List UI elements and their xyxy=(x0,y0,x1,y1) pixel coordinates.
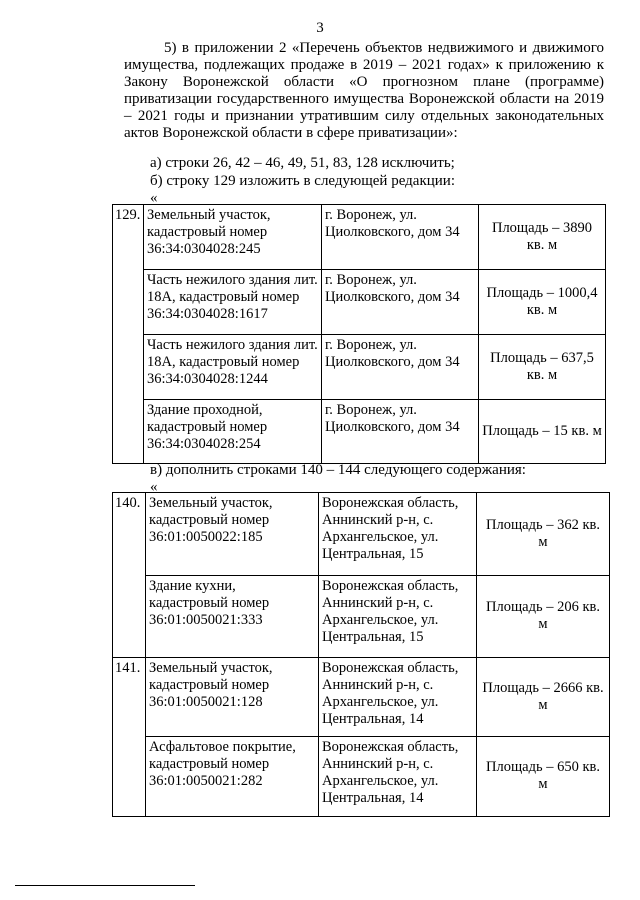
table-row xyxy=(113,737,610,817)
object-area: Площадь – 206 кв. м xyxy=(477,576,610,658)
quote-open-2: « xyxy=(150,479,158,495)
object-description: Земельный участок, кадастровый номер 36:01:0050022:185 xyxy=(146,493,319,576)
object-description: Здание проходной, кадастровый номер 36:34:0304028:254 xyxy=(144,400,322,464)
object-area: Площадь – 637,5 кв. м xyxy=(479,335,606,400)
objects-table-1 xyxy=(112,204,606,464)
object-address: Воронежская область, Аннинский р-н, с. Архангельское, ул. Центральная, 14 xyxy=(319,737,477,817)
row-number xyxy=(113,576,146,658)
object-address: Воронежская область, Аннинский р-н, с. Архангельское, ул. Центральная, 14 xyxy=(319,658,477,737)
object-address: г. Воронеж, ул. Циолковского, дом 34 xyxy=(322,400,479,464)
table-row xyxy=(113,335,606,400)
row-number: 129. xyxy=(113,205,144,270)
row-number xyxy=(113,335,144,400)
table-row xyxy=(113,658,610,737)
item-b: б) строку 129 изложить в следующей редакции: xyxy=(150,173,455,189)
object-address: г. Воронеж, ул. Циолковского, дом 34 xyxy=(322,205,479,270)
object-area: Площадь – 2666 кв. м xyxy=(477,658,610,737)
object-area: Площадь – 1000,4 кв. м xyxy=(479,270,606,335)
object-address: г. Воронеж, ул. Циолковского, дом 34 xyxy=(322,335,479,400)
object-description: Асфальтовое покрытие, кадастровый номер 36:01:0050021:282 xyxy=(146,737,319,817)
object-description: Часть нежилого здания лит. 18А, кадастровый номер 36:34:0304028:1617 xyxy=(144,270,322,335)
object-description: Здание кухни, кадастровый номер 36:01:0050021:333 xyxy=(146,576,319,658)
row-number xyxy=(113,737,146,817)
intro-paragraph: 5) в приложении 2 «Перечень объектов недвижимого и движимого имущества, подлежащих продаже в 2019 – 2021 годах» к приложению к Закону Воронежской области «О прогнозном плане (программе) приватизации государственного имущества Воронежской области на 2019 – 2021 годы и признании утратившим силу отдельных законодательных актов Воронежской области в сфере приватизации»: xyxy=(124,40,604,141)
object-area: Площадь – 362 кв. м xyxy=(477,493,610,576)
object-address: Воронежская область, Аннинский р-н, с. Архангельское, ул. Центральная, 15 xyxy=(319,576,477,658)
table-row xyxy=(113,270,606,335)
page-number: 3 xyxy=(316,20,324,36)
object-description: Земельный участок, кадастровый номер 36:34:0304028:245 xyxy=(144,205,322,270)
footer-divider xyxy=(15,885,195,886)
row-number: 140. xyxy=(113,493,146,576)
row-number xyxy=(113,270,144,335)
quote-open-1: « xyxy=(150,190,158,206)
table-row xyxy=(113,205,606,270)
table-row xyxy=(113,576,610,658)
object-area: Площадь – 650 кв. м xyxy=(477,737,610,817)
objects-table-2 xyxy=(112,492,610,817)
object-address: г. Воронеж, ул. Циолковского, дом 34 xyxy=(322,270,479,335)
object-address: Воронежская область, Аннинский р-н, с. Архангельское, ул. Центральная, 15 xyxy=(319,493,477,576)
row-number: 141. xyxy=(113,658,146,737)
item-a: а) строки 26, 42 – 46, 49, 51, 83, 128 исключить; xyxy=(150,155,455,171)
row-number xyxy=(113,400,144,464)
object-area: Площадь – 15 кв. м xyxy=(479,400,606,464)
object-area: Площадь – 3890 кв. м xyxy=(479,205,606,270)
table-row xyxy=(113,493,610,576)
object-description: Земельный участок, кадастровый номер 36:01:0050021:128 xyxy=(146,658,319,737)
object-description: Часть нежилого здания лит. 18А, кадастровый номер 36:34:0304028:1244 xyxy=(144,335,322,400)
table-row xyxy=(113,400,606,464)
item-c: в) дополнить строками 140 – 144 следующего содержания: xyxy=(150,462,526,478)
